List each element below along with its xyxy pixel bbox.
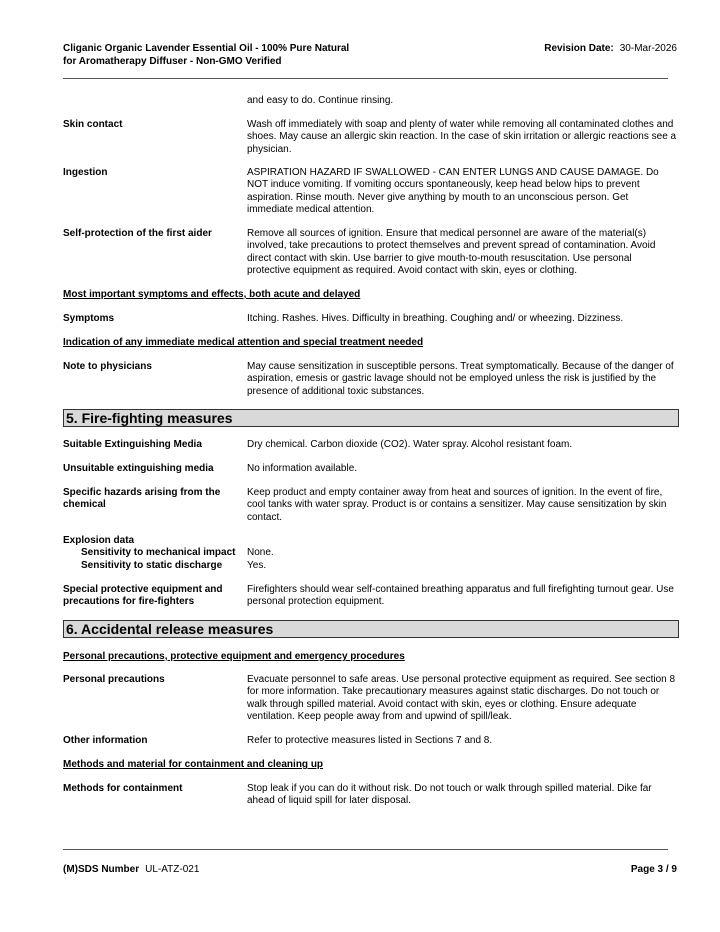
unsuitable-media-text: No information available. <box>247 463 358 474</box>
suitable-media-label: Suitable Extinguishing Media <box>63 439 202 450</box>
symptoms-label: Symptoms <box>63 313 115 324</box>
self-protection-text: Remove all sources of ignition. Ensure that medical personnel are aware of the material(s) involved, take precautions to protect themselves and prevent spread of contamination. Avoid direct contact with skin. Use barrier to give mouth-to-mouth resuscitation. Use personal protective equipment as required. Avoid contact with skin, eyes or clothing. <box>247 228 656 276</box>
specific-hazards-label: Specific hazards arising from the chemical <box>63 487 221 511</box>
protective-equipment-label: Special protective equipment and precautions for fire-fighters <box>63 584 223 608</box>
explosion-data-block <box>63 535 677 575</box>
title-line-1: Cliganic Organic Lavender Essential Oil - 100% Pure Natural <box>63 43 350 54</box>
page-number: Page 3 / 9 <box>630 864 677 875</box>
note-physicians-text: May cause sensitization in susceptible persons. Treat symptomatically. Because of the danger of aspiration, emesis or gastric lavage should not be employed unless the risk is justified by the presence of additional toxic substances. <box>247 361 674 397</box>
medical-attention-heading: Indication of any immediate medical attention and special treatment needed <box>63 337 424 348</box>
containment-label: Methods for containment <box>63 783 183 794</box>
symptoms-text: Itching. Rashes. Hives. Difficulty in breathing. Coughing and/ or wheezing. Dizziness. <box>247 313 624 324</box>
mechanical-impact-value: None. <box>247 547 274 558</box>
personal-precautions-label: Personal precautions <box>63 674 165 685</box>
protective-equipment-text: Firefighters should wear self-contained breathing apparatus and full firefighting turnout gear. Use personal protection equipment. <box>247 584 674 608</box>
methods-heading: Methods and material for containment and cleaning up <box>63 759 324 770</box>
self-protection-label: Self-protection of the first aider <box>63 228 212 239</box>
explosion-data-label: Explosion data <box>63 535 135 546</box>
sds-number-value: UL-ATZ-021 <box>145 864 200 875</box>
mechanical-impact-label: Sensitivity to mechanical impact <box>81 547 236 558</box>
revision-date <box>544 43 677 56</box>
skin-contact-label: Skin contact <box>63 119 123 130</box>
header-rule <box>63 78 668 79</box>
sds-number <box>63 864 199 875</box>
static-discharge-label: Sensitivity to static discharge <box>81 560 223 571</box>
note-physicians-label: Note to physicians <box>63 361 152 372</box>
section-6-title: 6. Accidental release measures <box>63 620 679 638</box>
eye-contact-continued-text: and easy to do. Continue rinsing. <box>247 95 394 106</box>
unsuitable-media-label: Unsuitable extinguishing media <box>63 463 214 474</box>
other-information-label: Other information <box>63 735 148 746</box>
static-discharge-value: Yes. <box>247 560 267 571</box>
suitable-media-text: Dry chemical. Carbon dioxide (CO2). Water spray. Alcohol resistant foam. <box>247 439 573 450</box>
sds-number-label: (M)SDS Number <box>63 864 140 875</box>
document-title <box>63 43 349 68</box>
ingestion-text: ASPIRATION HAZARD IF SWALLOWED - CAN ENTER LUNGS AND CAUSE DAMAGE. Do NOT induce vomiting. If vomiting occurs spontaneously, keep head below hips to prevent aspiration. Rinse mouth. Never give anything by mouth to an unconscious person. Get immediate medical attention. <box>247 167 659 215</box>
specific-hazards-text: Keep product and empty container away from heat and sources of ignition. In the event of fire, cool tanks with water spray. Product is or contains a sensitizer. May cause sensitization by skin contact. <box>247 487 667 523</box>
other-information-text: Refer to protective measures listed in Sections 7 and 8. <box>247 735 493 746</box>
revision-date-label: Revision Date: <box>544 43 614 54</box>
revision-date-value: 30-Mar-2026 <box>619 43 677 54</box>
section-5-title: 5. Fire-fighting measures <box>63 409 679 427</box>
personal-precautions-heading: Personal precautions, protective equipment and emergency procedures <box>63 651 405 662</box>
skin-contact-text: Wash off immediately with soap and plenty of water while removing all contaminated clothes and shoes. May cause an allergic skin reaction. In the case of skin irritation or allergic reactions see a physician. <box>247 119 677 155</box>
containment-text: Stop leak if you can do it without risk. Do not touch or walk through spilled material. Dike far ahead of liquid spill for later disposal. <box>247 783 652 807</box>
footer-rule <box>63 849 668 850</box>
title-line-2: for Aromatherapy Diffuser - Non-GMO Verified <box>63 55 282 67</box>
ingestion-label: Ingestion <box>63 167 108 178</box>
personal-precautions-text: Evacuate personnel to safe areas. Use personal protective equipment as required. See section 8 for more information. Take precautionary measures against static discharges. Do not touch or walk through spilled material. Avoid contact with skin, eyes or clothing. Ensure adequate ventilation. Keep people away from and upwind of spill/leak. <box>247 674 676 722</box>
symptoms-heading: Most important symptoms and effects, both acute and delayed <box>63 289 361 300</box>
